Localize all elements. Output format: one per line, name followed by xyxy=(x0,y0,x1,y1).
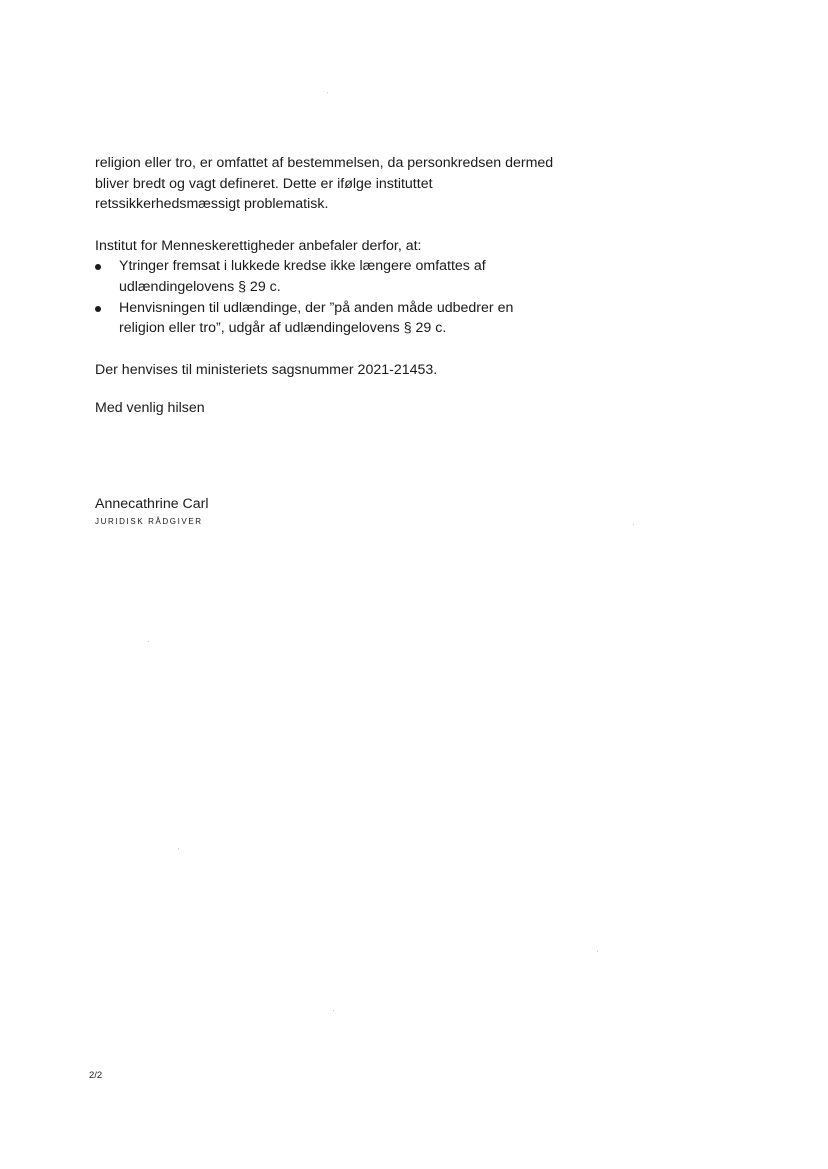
recommendations-intro: Institut for Menneskerettigheder anbefaler derfor, at: xyxy=(95,237,422,254)
scan-speck xyxy=(333,1010,334,1011)
scan-speck xyxy=(148,641,149,642)
list-item xyxy=(95,298,555,339)
recommendation-text: Henvisningen til udlændinge, der ”på anden måde udbedrer en religion eller tro”, udgår af udlændingelovens § 29 c. xyxy=(119,299,514,337)
page-number: 2/2 xyxy=(89,1070,103,1081)
scan-speck xyxy=(597,951,598,952)
paragraph-religion-criticism: religion eller tro, er omfattet af bestemmelsen, da personkredsen dermed bliver bredt og vagt defineret. Dette er ifølge instituttet retssikkerhedsmæssigt problematisk. xyxy=(95,155,554,213)
bullet-icon xyxy=(95,306,101,312)
signer-title: JURIDISK RÅDGIVER xyxy=(95,517,203,526)
recommendations-list xyxy=(95,256,555,338)
recommendation-text: Ytringer fremsat i lukkede kredse ikke længere omfattes af udlændingelovens § 29 c. xyxy=(119,258,486,295)
scan-speck xyxy=(178,848,179,849)
signature-block xyxy=(95,494,209,528)
closing-salutation: Med venlig hilsen xyxy=(95,400,205,417)
list-item xyxy=(95,256,555,297)
case-reference: Der henvises til ministeriets sagsnummer 2021-21453. xyxy=(95,361,438,378)
bullet-icon xyxy=(95,264,101,270)
scan-speck xyxy=(633,524,634,525)
letter-body xyxy=(95,153,555,419)
signer-name: Annecathrine Carl xyxy=(95,496,209,512)
scan-speck xyxy=(327,92,328,93)
